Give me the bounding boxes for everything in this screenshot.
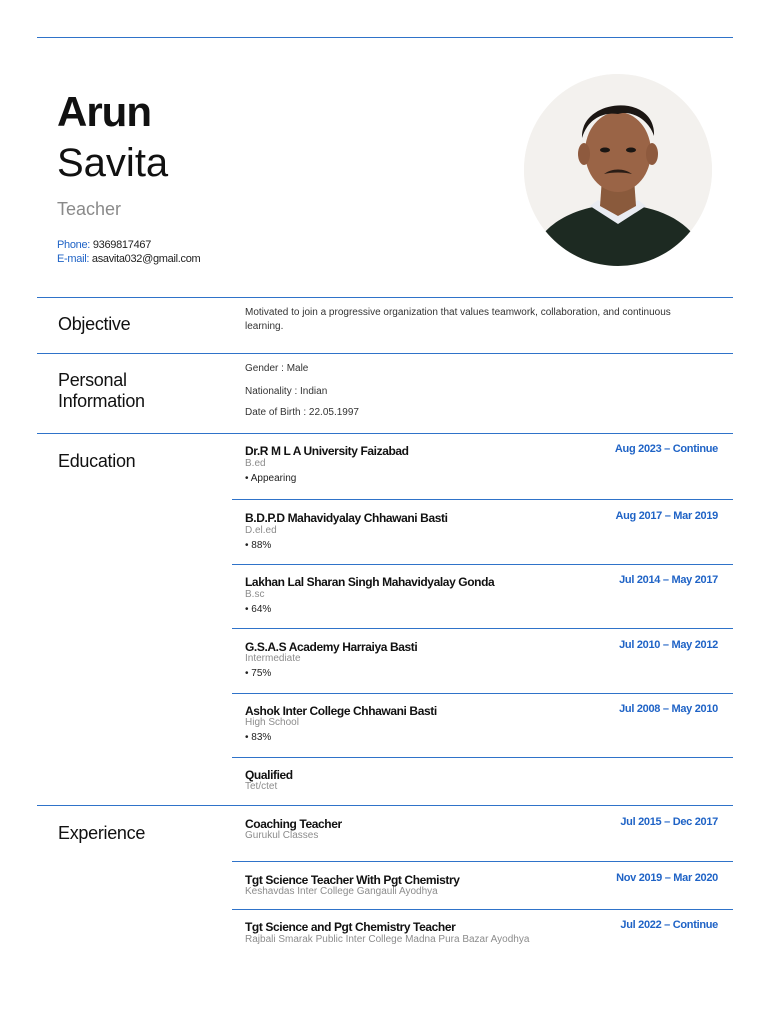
- education-result: • 83%: [245, 732, 272, 743]
- email-value: asavita032@gmail.com: [91, 253, 201, 265]
- experience-dates: Jul 2022 – Continue: [620, 919, 718, 931]
- education-degree: B.sc: [245, 589, 265, 600]
- phone-label: Phone:: [57, 239, 91, 251]
- objective-heading: Objective: [58, 314, 131, 334]
- experience-org: Keshavdas Inter College Gangauli Ayodhya: [245, 886, 438, 897]
- education-heading: Education: [58, 451, 136, 471]
- date-of-birth: Date of Birth : 22.05.1997: [245, 407, 359, 418]
- education-dates: Jul 2008 – May 2010: [619, 703, 718, 715]
- last-name: Savita: [57, 141, 169, 185]
- personal-heading-line1: Personal: [58, 370, 127, 390]
- education-dates: Aug 2017 – Mar 2019: [615, 510, 718, 522]
- gender: Gender : Male: [245, 363, 309, 374]
- first-name: Arun: [57, 88, 151, 135]
- phone-value: 9369817467: [92, 239, 152, 251]
- experience-dates: Jul 2015 – Dec 2017: [620, 816, 718, 828]
- entry-divider: [232, 757, 733, 758]
- entry-divider: [232, 499, 733, 500]
- qualification-detail: Tet/ctet: [245, 781, 278, 792]
- email-label: E-mail:: [57, 253, 90, 265]
- education-result: • 75%: [245, 668, 272, 679]
- education-result: • 88%: [245, 540, 272, 551]
- education-dates: Jul 2014 – May 2017: [619, 574, 718, 586]
- experience-org: Rajbali Smarak Public Inter College Madna Pura Bazar Ayodhya: [245, 934, 530, 945]
- education-dates: Jul 2010 – May 2012: [619, 639, 718, 651]
- job-title: Teacher: [57, 199, 122, 219]
- education-result: • Appearing: [245, 473, 297, 484]
- entry-divider: [232, 628, 733, 629]
- entry-divider: [232, 693, 733, 694]
- section-divider: [37, 353, 733, 354]
- education-school: B.D.P.D Mahavidyalay Chhawani Basti: [245, 511, 448, 525]
- section-divider: [37, 297, 733, 298]
- education-school: Ashok Inter College Chhawani Basti: [245, 704, 437, 718]
- entry-divider: [232, 564, 733, 565]
- education-result: • 64%: [245, 604, 272, 615]
- experience-role: Coaching Teacher: [245, 817, 342, 831]
- education-school: Lakhan Lal Sharan Singh Mahavidyalay Gonda: [245, 575, 495, 589]
- education-degree: B.ed: [245, 458, 266, 469]
- profile-photo: [524, 74, 712, 266]
- education-dates: Aug 2023 – Continue: [614, 443, 718, 455]
- section-divider: [37, 805, 733, 806]
- education-degree: High School: [245, 717, 299, 728]
- entry-divider: [232, 861, 733, 862]
- experience-dates: Nov 2019 – Mar 2020: [616, 872, 718, 884]
- education-school: Dr.R M L A University Faizabad: [245, 444, 409, 458]
- objective-text: Motivated to join a progressive organization that values teamwork, collaboration, and continuous learning.: [245, 307, 671, 332]
- education-degree: D.el.ed: [245, 525, 277, 536]
- education-degree: Intermediate: [245, 653, 301, 664]
- section-divider: [37, 433, 733, 434]
- personal-heading-line2: Information: [58, 391, 145, 411]
- nationality: Nationality : Indian: [245, 386, 328, 397]
- education-school: G.S.A.S Academy Harraiya Basti: [245, 640, 418, 654]
- experience-org: Gurukul Classes: [245, 830, 319, 841]
- qualification-title: Qualified: [245, 768, 293, 782]
- email-line: [57, 253, 200, 265]
- experience-role: Tgt Science and Pgt Chemistry Teacher: [245, 920, 456, 934]
- experience-heading: Experience: [58, 823, 146, 843]
- experience-role: Tgt Science Teacher With Pgt Chemistry: [245, 873, 460, 887]
- entry-divider: [232, 909, 733, 910]
- top-divider: [37, 37, 733, 38]
- phone-line: [57, 239, 151, 251]
- person-portrait-icon: [524, 74, 712, 266]
